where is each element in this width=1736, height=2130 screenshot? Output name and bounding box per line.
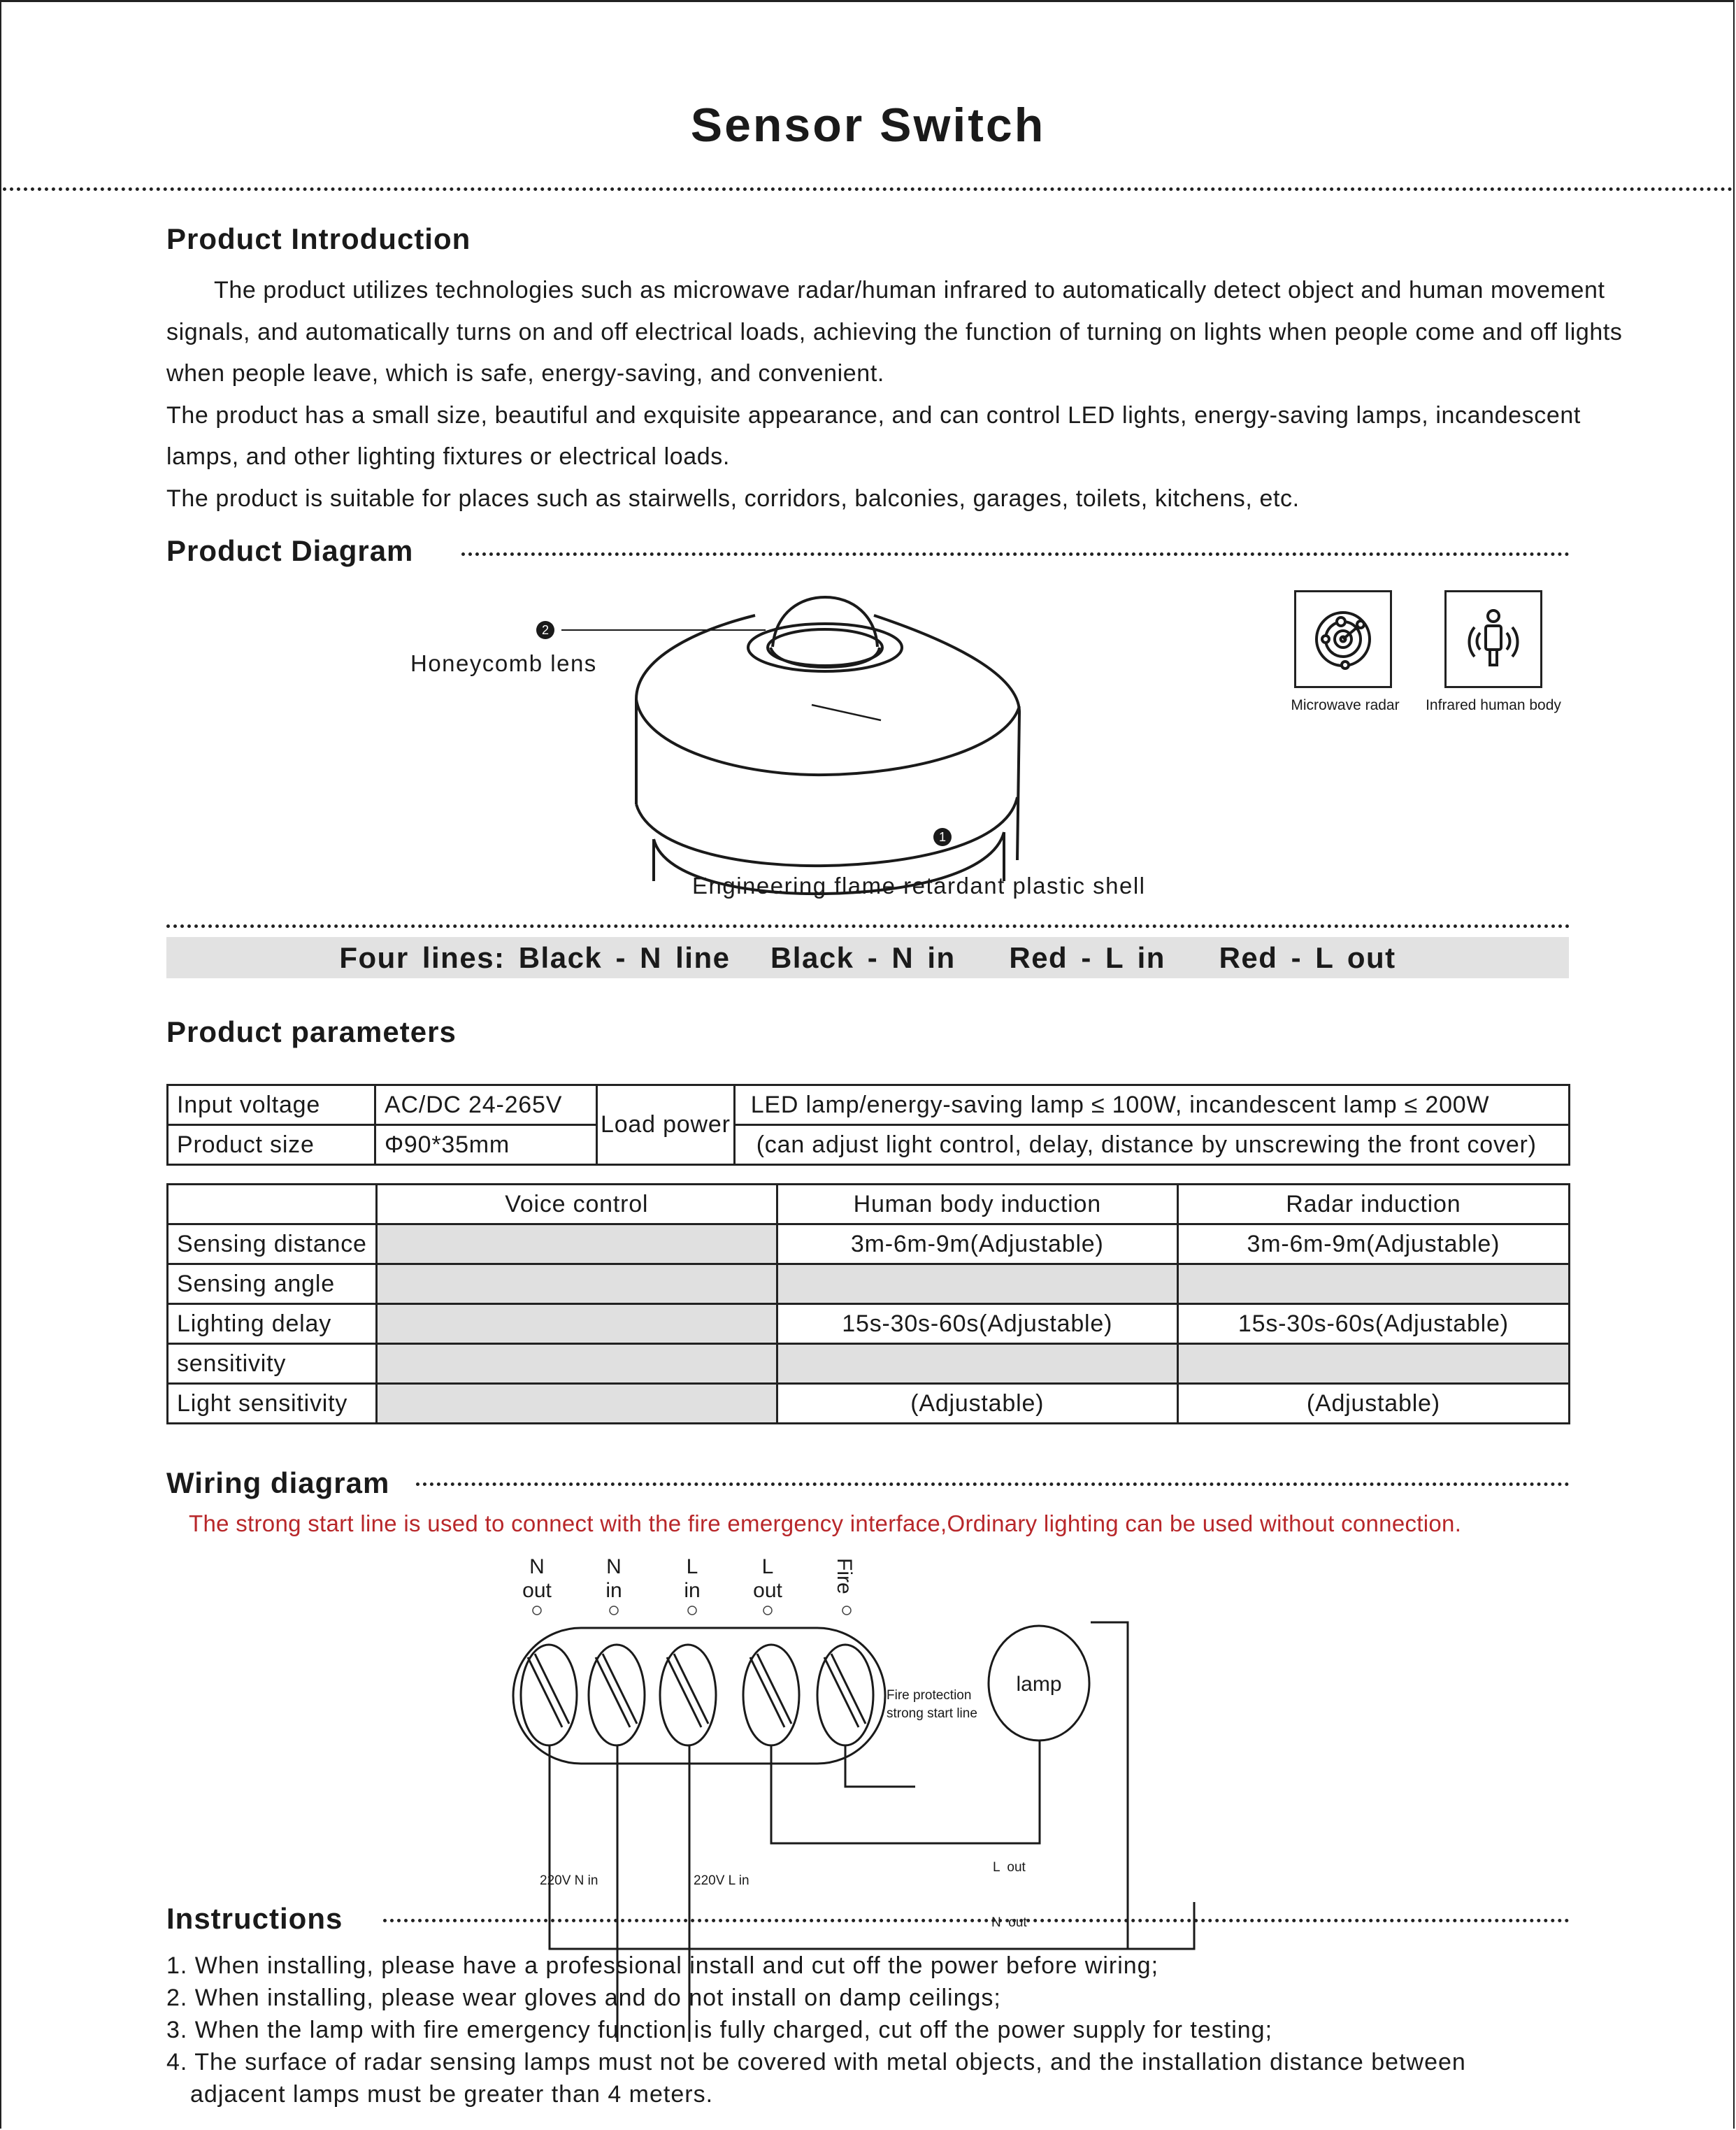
product-size-label: Product size xyxy=(168,1125,375,1165)
wiring-schematic xyxy=(489,1538,1154,1930)
instruction-item-1: 1. When installing, please have a professional install and cut off the power before wiring; xyxy=(166,1952,1159,1979)
terminal-4-top: L xyxy=(761,1555,774,1578)
table-row xyxy=(168,1224,1570,1264)
column-header-voice: Voice control xyxy=(376,1185,777,1224)
callout-2-leader xyxy=(561,629,766,631)
callout-2-marker: 2 xyxy=(536,621,554,639)
wiring-note: The strong start line is used to connect with the fire emergency interface,Ordinary lighting can be used without connection. xyxy=(189,1510,1462,1536)
fire-line-label-2: strong start line xyxy=(887,1706,977,1721)
table-row xyxy=(168,1384,1570,1424)
intro-paragraph-1: The product utilizes technologies such as microwave radar/human infrared to automatically detect object and human movement signals, and automatically turns on and off electrical loads, achieving the function of turning on lights when people come and off lights when people leave, which is safe, energy-saving, and convenient. xyxy=(166,277,1623,387)
table-cell xyxy=(376,1304,777,1344)
column-header-radar: Radar induction xyxy=(1177,1185,1569,1224)
table-cell: 3m-6m-9m(Adjustable) xyxy=(777,1224,1177,1264)
microwave-radar-box xyxy=(1294,590,1392,688)
load-power-value: LED lamp/energy-saving lamp ≤ 100W, incandescent lamp ≤ 200W xyxy=(734,1085,1569,1125)
screw-slots xyxy=(528,1654,866,1727)
table-cell: 3m-6m-9m(Adjustable) xyxy=(1177,1224,1569,1264)
sensing-params-table xyxy=(166,1183,1570,1424)
instruction-item-2: 2. When installing, please wear gloves and do not install on damp ceilings; xyxy=(166,1985,1001,2011)
four-lines-banner: Four lines: Black - N line Black - N in Red - L in Red - L out xyxy=(166,937,1569,978)
intro-paragraph-2: The product has a small size, beautiful and exquisite appearance, and can control LED lights, energy-saving lamps, incandescent lamps, and other lighting fixtures or electrical loads. xyxy=(166,401,1581,470)
terminal-5-top: Fire xyxy=(833,1558,856,1594)
fire-line-label-1: Fire protection xyxy=(887,1688,972,1703)
input-voltage-value: AC/DC 24-265V xyxy=(375,1085,597,1125)
l-in-220-label: 220V L in xyxy=(694,1873,749,1888)
plastic-shell-label: Engineering flame retardant plastic shell xyxy=(692,873,1146,899)
honeycomb-lens-label: Honeycomb lens xyxy=(410,650,597,676)
lamp-label: lamp xyxy=(1016,1673,1062,1696)
terminal-4-bottom: out xyxy=(753,1579,782,1602)
human-infrared-icon xyxy=(1455,608,1532,671)
row-label: Lighting delay xyxy=(168,1304,377,1344)
terminal-2-top: N xyxy=(606,1555,622,1578)
callout-1-marker: 1 xyxy=(933,828,952,846)
lower-shell-drawing xyxy=(622,755,1056,860)
table-cell: (Adjustable) xyxy=(777,1384,1177,1424)
terminal-1-bottom: out xyxy=(522,1579,552,1602)
intro-text xyxy=(166,270,1642,520)
n-in-220-label: 220V N in xyxy=(540,1873,598,1888)
table-cell: 15s-30s-60s(Adjustable) xyxy=(1177,1304,1569,1344)
infrared-human-caption: Infrared human body xyxy=(1426,697,1561,713)
table-cell xyxy=(777,1344,1177,1384)
table-cell: (Adjustable) xyxy=(1177,1384,1569,1424)
table-cell xyxy=(376,1264,777,1304)
table-cell xyxy=(376,1224,777,1264)
instruction-item-4: 4. The surface of radar sensing lamps must not be covered with metal objects, and the installation distance between xyxy=(166,2049,1466,2075)
banner-divider xyxy=(166,924,1570,928)
product-size-value: Φ90*35mm xyxy=(375,1125,597,1165)
parameters-heading: Product parameters xyxy=(166,1015,457,1048)
table-cell xyxy=(777,1264,1177,1304)
diagram-heading: Product Diagram xyxy=(166,534,414,567)
instruction-item-4-cont: adjacent lamps must be greater than 4 meters. xyxy=(190,2081,714,2108)
terminal-3-bottom: in xyxy=(684,1579,701,1602)
intro-heading: Product Introduction xyxy=(166,222,471,255)
table-header-row xyxy=(168,1185,1570,1224)
row-label: Sensing angle xyxy=(168,1264,377,1304)
wiring-divider xyxy=(416,1482,1570,1486)
load-power-note: (can adjust light control, delay, distance by unscrewing the front cover) xyxy=(734,1125,1569,1165)
table-cell xyxy=(376,1344,777,1384)
n-out-label: N out xyxy=(991,1915,1027,1930)
column-header-empty xyxy=(168,1185,377,1224)
basic-params-table xyxy=(166,1084,1570,1166)
page-title: Sensor Switch xyxy=(690,99,1046,152)
terminal-1-top: N xyxy=(529,1555,545,1578)
input-voltage-label: Input voltage xyxy=(168,1085,375,1125)
radar-icon xyxy=(1312,608,1375,671)
microwave-radar-caption: Microwave radar xyxy=(1291,697,1400,713)
terminal-labels xyxy=(522,1555,856,1602)
table-cell xyxy=(1177,1344,1569,1384)
table-row xyxy=(168,1344,1570,1384)
column-header-human: Human body induction xyxy=(777,1185,1177,1224)
title-divider xyxy=(3,187,1733,191)
terminal-3-top: L xyxy=(686,1555,698,1578)
load-power-label: Load power xyxy=(597,1085,735,1165)
diagram-divider xyxy=(461,552,1570,556)
wiring-heading: Wiring diagram xyxy=(166,1466,390,1499)
table-cell: 15s-30s-60s(Adjustable) xyxy=(777,1304,1177,1344)
row-label: sensitivity xyxy=(168,1344,377,1384)
instruction-item-3: 3. When the lamp with fire emergency function is fully charged, cut off the power supply for testing; xyxy=(166,2017,1273,2043)
terminal-2-bottom: in xyxy=(605,1579,622,1602)
row-label: Light sensitivity xyxy=(168,1384,377,1424)
row-label: Sensing distance xyxy=(168,1224,377,1264)
instructions-divider xyxy=(383,1919,1570,1922)
instructions-list xyxy=(166,1950,1635,2110)
table-row xyxy=(168,1264,1570,1304)
l-out-label: L out xyxy=(993,1860,1026,1875)
table-cell xyxy=(376,1384,777,1424)
infrared-human-box xyxy=(1444,590,1542,688)
instructions-heading: Instructions xyxy=(166,1902,343,1935)
intro-paragraph-3: The product is suitable for places such as stairwells, corridors, balconies, garages, toilets, kitchens, etc. xyxy=(166,485,1300,512)
table-cell xyxy=(1177,1264,1569,1304)
table-row xyxy=(168,1304,1570,1344)
